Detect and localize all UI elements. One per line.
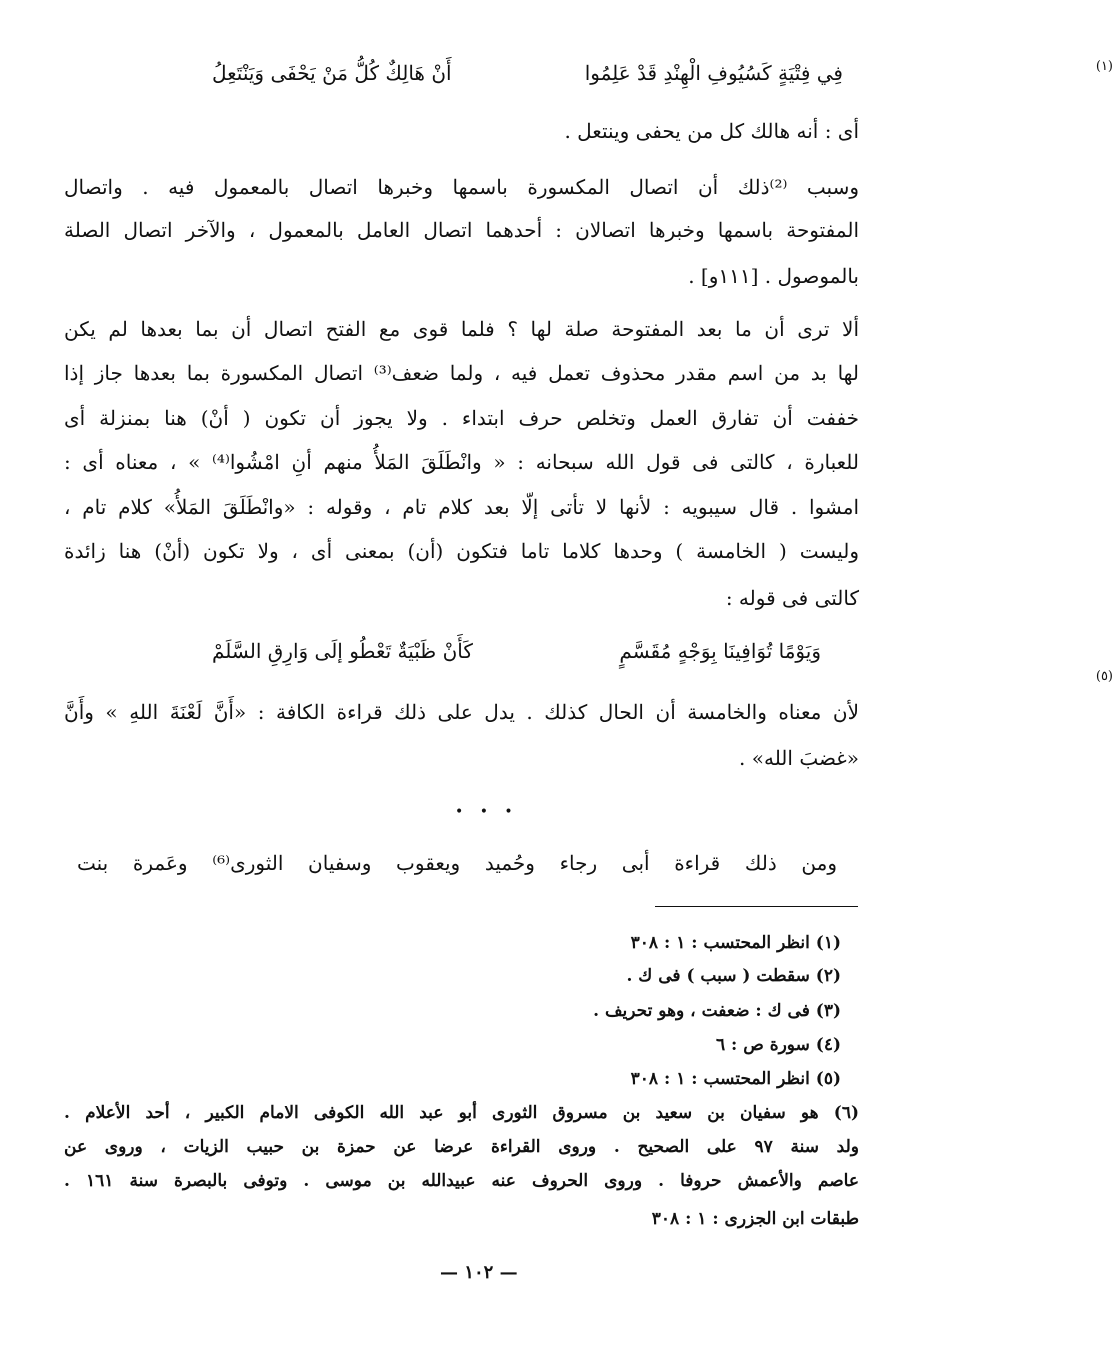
para3-line-1: ألا ترى أن ما بعد المفتوحة صلة لها ؟ فلما قوى مع الفتح اتصال أن بما بعدها لم يكن (64, 317, 859, 341)
verse2-footnote-ref: (٥) (1095, 669, 1113, 684)
footnote-2: (٢) سقطت ( سبب ) فى ك . (626, 966, 841, 986)
footnote-4: (٤) سورة ص : ٦ (715, 1035, 841, 1055)
para3-line-5: امشوا . قال سيبويه : لأنها لا تأتى إلّا بعد كلام تام ، وقوله : «وانْطَلَقَ المَلأُ» كلام تام ، (64, 495, 859, 519)
para2-line-1: وسبب ⁽²⁾ذلك أن اتصال المكسورة باسمها وخبرها اتصال بالمعمول فيه . واتصال (64, 175, 860, 199)
footnote-5: (٥) انظر المحتسب : ١ : ٣٠٨ (630, 1069, 841, 1089)
verse1-right-hemistich: فِي فِتْيَةٍ كَسُيُوفِ الْهِنْدِ قَدْ عَلِمُوا (584, 61, 843, 85)
footnote-6-line-4: طبقات ابن الجزرى : ١ : ٣٠٨ (651, 1209, 859, 1229)
section-separator: • • • (455, 804, 519, 820)
para5-line-1: ومن ذلك قراءة أبى رجاء وحُميد ويعقوب وسفيان الثورى⁽⁶⁾ وعَمرة بنت (77, 851, 837, 875)
verse2-right-hemistich: وَيَوْمًا تُوَافِينَا بِوَجْهٍ مُقَسَّمٍ (619, 639, 821, 663)
para3-line-3: خففت أن تفارق العمل وتخلص حرف ابتداء . ولا يجوز أن تكون ( أنْ) هنا بمنزلة أى (64, 406, 859, 430)
verse1-left-hemistich: أَنْ هَالِكٌ كُلُّ مَنْ يَحْفَى وَيَنْتَعِلُ (212, 61, 452, 85)
verse2-left-hemistich: كَأَنْ ظَبْيَةٌ تَعْطُو إلَى وَارِقِ السَّلَمْ (212, 639, 473, 663)
footnote-1: (١) انظر المحتسب : ١ : ٣٠٨ (630, 933, 841, 953)
footnote-6-line-2: ولد سنة ٩٧ على الصحيح . وروى القراءة عرضا عن حمزة بن حبيب الزيات ، وروى عن (64, 1137, 859, 1157)
footnote-6-line-3: عاصم والأعمش حروفا . وروى الحروف عنه عبيدالله بن موسى . وتوفى بالبصرة سنة ١٦١ . (64, 1171, 859, 1191)
para1-line-1: أى : أنه هالك كل من يحفى وينتعل . (564, 119, 859, 143)
footnote-divider (655, 906, 858, 907)
para3-line-6: وليست ( الخامسة ) وحدها كلاما تاما فتكون (أن) بمعنى أى ، ولا تكون (أنْ) هنا زائدة (64, 539, 859, 563)
para3-line-7: كالتى فى قوله : (725, 586, 859, 610)
para3-line-4: للعبارة ، كالتى فى قول الله سبحانه : « وانْطَلَقَ المَلأُ منهم أنِ امْشُوا⁽⁴⁾ » ، معناه أى : (64, 450, 860, 474)
para2-line-2: المفتوحة باسمها وخبرها اتصالان : أحدهما اتصال العامل بالمعمول ، والآخر اتصال الصلة (64, 218, 859, 242)
para4-line-1: لأن معناه والخامسة أن الحال كذلك . يدل على ذلك قراءة الكافة : «أَنَّ لَعْنَةَ اللهِ » وأَنَّ (64, 700, 859, 724)
page-number: — ١٠٢ — (440, 1262, 518, 1283)
footnote-3: (٣) فى ك : ضعفت ، وهو تحريف . (593, 1001, 841, 1021)
verse1-footnote-ref: (١) (1095, 59, 1113, 74)
para3-line-2: لها بد من اسم مقدر محذوف تعمل فيه ، ولما ضعف⁽³⁾ اتصال المكسورة بما بعدها جاز إذا (64, 361, 859, 385)
para4-line-2: «غضبَ الله» . (739, 746, 859, 770)
para2-line-3: بالموصول . [١١١و] . (688, 264, 859, 288)
footnote-6-line-1: (٦) هو سفيان بن سعيد بن مسروق الثورى أبو عبد الله الكوفى الامام الكبير ، أحد الأعلام . (64, 1103, 859, 1123)
